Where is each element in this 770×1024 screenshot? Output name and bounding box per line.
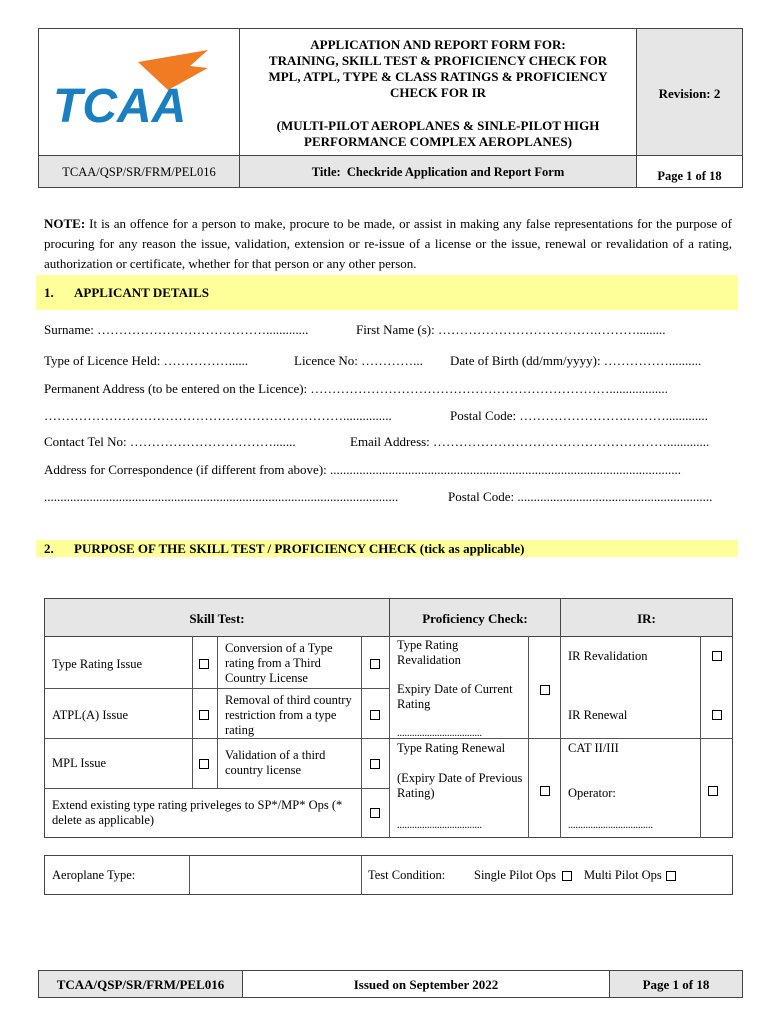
tr-revalidation-label: Type Rating Revalidation [397, 638, 461, 667]
multi-pilot-checkbox[interactable] [666, 871, 676, 881]
th-skill-label: Skill Test: [189, 611, 245, 626]
th-ir-label: IR: [637, 611, 656, 626]
title-value: Checkride Application and Report Form [346, 165, 565, 179]
surname-field[interactable]: Surname: …………………………………............. [44, 322, 309, 337]
footer-page: Page 1 of 18 [642, 977, 710, 992]
validation-label: Validation of a third country license [225, 748, 326, 777]
ir-renewal-checkbox[interactable] [712, 710, 722, 720]
logo-text: TCAA [53, 80, 187, 133]
th-prof-label: Proficiency Check: [422, 611, 528, 626]
corr-address-cont-field[interactable]: ............................................................................................................. [44, 489, 399, 504]
title-label: Title: [311, 165, 341, 179]
note-paragraph [44, 214, 732, 274]
expiry-current-field[interactable]: .................................. [397, 728, 482, 739]
ir-revalidation-checkbox[interactable] [712, 651, 722, 661]
note-text: It is an offence for a person to make, procure to be made, or assist in making any false representations for the purpose of procuring for any reason the issue, validation, extension or re-issue of a license or the issue, renewal or revalidation of a rating, authorization or certificate, whether for that person or any other person. [44, 216, 732, 271]
extend-privileges-label: Extend existing type rating priveleges to SP*/MP* Ops (* delete as applicable) [52, 798, 343, 827]
cat-checkbox[interactable] [708, 786, 718, 796]
single-pilot-checkbox[interactable] [562, 871, 572, 881]
page-number: Page 1 of 18 [657, 169, 722, 183]
revision-label: Revision: 2 [658, 86, 721, 101]
operator-label: Operator: [568, 786, 616, 800]
section1-number: 1. [44, 285, 54, 300]
address-cont-field[interactable]: ……………………………………………………………............... [44, 408, 392, 423]
note-label: NOTE: [44, 216, 86, 231]
licence-type-field[interactable]: Type of Licence Held: ……………...... [44, 353, 249, 368]
licence-no-field[interactable]: Licence No: …………... [294, 353, 423, 368]
single-pilot-label: Single Pilot Ops [474, 868, 556, 882]
multi-pilot-label: Multi Pilot Ops [584, 868, 662, 882]
corr-address-field[interactable]: Address for Correspondence (if different from above): ............................................................................................................ [44, 462, 682, 477]
expiry-current-label: Expiry Date of Current Rating [397, 682, 513, 711]
section2-heading: PURPOSE OF THE SKILL TEST / PROFICIENCY CHECK (tick as applicable) [74, 541, 525, 556]
conversion-checkbox[interactable] [370, 659, 380, 669]
ir-revalidation-label: IR Revalidation [568, 649, 648, 663]
form-title: APPLICATION AND REPORT FORM FOR: TRAINING, SKILL TEST & PROFICIENCY CHECK FOR MPL, ATPL, TYPE & CLASS RATINGS & PROFICIENCY CHECK FOR IR [268, 37, 608, 100]
mpl-issue-checkbox[interactable] [199, 759, 209, 769]
address-field[interactable]: Permanent Address (to be entered on the Licence): …………………………………………………………….................. [44, 381, 668, 396]
aeroplane-type-input[interactable] [190, 856, 360, 894]
removal-restriction-checkbox[interactable] [370, 710, 380, 720]
footer-doc-code: TCAA/QSP/SR/FRM/PEL016 [56, 977, 225, 992]
aeroplane-type-label: Aeroplane Type: [52, 868, 136, 882]
expiry-previous-field[interactable]: .................................. [397, 820, 482, 831]
tr-renewal-label: Type Rating Renewal [397, 741, 506, 755]
atpl-issue-checkbox[interactable] [199, 710, 209, 720]
postal-code-2-field[interactable]: Postal Code: ............................................................ [448, 489, 713, 504]
tr-renewal-checkbox[interactable] [540, 786, 550, 796]
type-rating-issue-checkbox[interactable] [199, 659, 209, 669]
form-subtitle: (MULTI-PILOT AEROPLANES & SINLE-PILOT HIGH PERFORMANCE COMPLEX AEROPLANES) [276, 118, 600, 149]
type-rating-issue-label: Type Rating Issue [52, 657, 143, 671]
cat-label: CAT II/III [568, 741, 619, 755]
title-bar [239, 165, 637, 180]
footer-issued: Issued on September 2022 [353, 977, 499, 992]
removal-restriction-label: Removal of third country restriction from a type rating [225, 693, 352, 737]
test-condition-label: Test Condition: [368, 868, 446, 882]
tr-revalidation-checkbox[interactable] [540, 685, 550, 695]
conversion-label: Conversion of a Type rating from a Third Country License [225, 641, 333, 685]
operator-field[interactable]: .................................. [568, 820, 653, 831]
atpl-issue-label: ATPL(A) Issue [52, 708, 129, 722]
section2-number: 2. [44, 541, 54, 556]
extend-privileges-checkbox[interactable] [370, 808, 380, 818]
ir-renewal-label: IR Renewal [568, 708, 628, 722]
mpl-issue-label: MPL Issue [52, 756, 107, 770]
tcaa-logo [50, 44, 220, 134]
doc-code: TCAA/QSP/SR/FRM/PEL016 [62, 165, 216, 179]
first-name-field[interactable]: First Name (s): ……………………………….………......... [356, 322, 666, 337]
expiry-previous-label: (Expiry Date of Previous Rating) [397, 771, 523, 800]
section1-heading: APPLICANT DETAILS [74, 285, 209, 300]
dob-field[interactable]: Date of Birth (dd/mm/yyyy): …………….......... [450, 353, 702, 368]
email-field[interactable]: Email Address: ………………………………………………............. [350, 434, 710, 449]
tel-field[interactable]: Contact Tel No: ……………………………....... [44, 434, 296, 449]
postal-code-field[interactable]: Postal Code: …………………….………............. [450, 408, 708, 423]
validation-checkbox[interactable] [370, 759, 380, 769]
